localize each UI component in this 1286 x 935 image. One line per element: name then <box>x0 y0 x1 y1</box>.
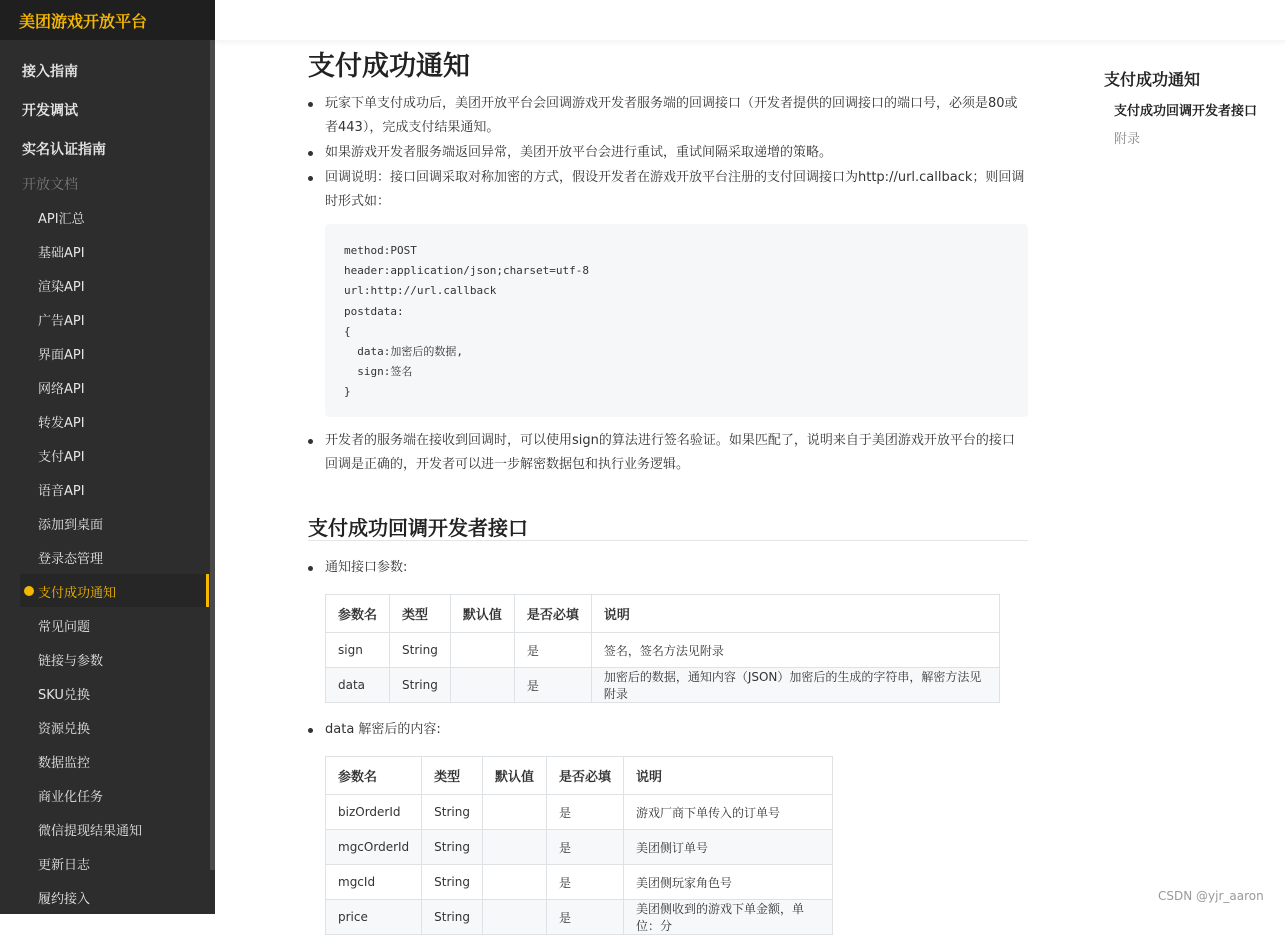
column-header: 是否必填 <box>514 595 591 633</box>
table-cell: String <box>390 633 451 668</box>
sidebar-item[interactable]: 数据监控 <box>38 756 91 771</box>
sidebar-item[interactable]: 支付成功通知 <box>38 586 117 601</box>
table-cell: 美团侧订单号 <box>623 830 832 865</box>
toc-item-callback[interactable]: 支付成功回调开发者接口 <box>1114 104 1258 119</box>
table-cell: mgcOrderId <box>326 830 422 865</box>
list-item <box>325 166 1025 214</box>
table-row <box>326 795 833 830</box>
code-line: sign:签名 <box>344 365 413 379</box>
list-item <box>325 718 1025 742</box>
sidebar-item[interactable]: 添加到桌面 <box>38 518 104 533</box>
brand-logo[interactable]: 美团游戏开放平台 <box>0 0 215 40</box>
sidebar-item[interactable]: SKU兑换 <box>38 688 90 703</box>
sidebar-item[interactable]: 接入指南 <box>22 64 78 80</box>
active-dot-icon <box>24 586 34 596</box>
table-header-row <box>326 757 833 795</box>
table-cell <box>482 900 546 935</box>
column-header: 参数名 <box>326 595 390 633</box>
watermark: CSDN @yjr_aaron <box>1158 889 1264 903</box>
toc-title[interactable]: 支付成功通知 <box>1104 70 1201 89</box>
code-line: postdata: <box>344 304 404 318</box>
table-row <box>326 900 833 935</box>
code-block <box>325 224 1028 417</box>
sidebar-item[interactable]: 界面API <box>38 348 85 363</box>
bullet-dot <box>308 439 313 444</box>
sidebar-item[interactable]: 网络API <box>38 382 85 397</box>
page-title: 支付成功通知 <box>308 51 470 82</box>
table-cell <box>450 668 514 703</box>
bullet-dot <box>308 176 313 181</box>
sidebar-item[interactable]: 基础API <box>38 246 85 261</box>
list-item-text: 开发者的服务端在接收到回调时，可以使用sign的算法进行签名验证。如果匹配了，说明来自于美团游戏开放平台的接口回调是正确的，开发者可以进一步解密数据包和执行业务逻辑。 <box>325 433 1015 472</box>
toc-item-appendix[interactable]: 附录 <box>1114 132 1141 147</box>
sidebar-item[interactable]: 实名认证指南 <box>22 142 106 158</box>
column-header: 默认值 <box>482 757 546 795</box>
bullet-dot <box>308 566 313 571</box>
table-cell: bizOrderId <box>326 795 422 830</box>
table-cell <box>450 633 514 668</box>
table-cell: 是 <box>514 668 591 703</box>
params-table <box>325 594 1000 703</box>
code-line: header:application/json;charset=utf-8 <box>344 264 590 278</box>
sidebar-item[interactable]: 开发调试 <box>22 103 78 119</box>
list-item-text: data 解密后的内容: <box>325 722 441 737</box>
code-line: method:POST <box>344 244 417 257</box>
sidebar-item[interactable]: 转发API <box>38 416 85 431</box>
list-item <box>325 429 1025 477</box>
table-cell: 是 <box>546 865 623 900</box>
list-item-text: 回调说明：接口回调采取对称加密的方式，假设开发者在游戏开放平台注册的支付回调接口为http://url.callback；则回调时形式如： <box>325 170 1025 209</box>
sidebar-item[interactable]: 登录态管理 <box>38 552 104 567</box>
column-header: 默认值 <box>450 595 514 633</box>
bullet-dot <box>308 102 313 107</box>
table-cell: mgcId <box>326 865 422 900</box>
table-header-row <box>326 595 1000 633</box>
table-cell: data <box>326 668 390 703</box>
sidebar-item[interactable]: 资源兑换 <box>38 722 91 737</box>
column-header: 说明 <box>591 595 999 633</box>
column-header: 说明 <box>623 757 832 795</box>
table-cell: String <box>422 830 483 865</box>
list-item-text: 通知接口参数: <box>325 560 408 575</box>
sidebar-group-label: 开放文档 <box>22 177 78 193</box>
section-heading: 支付成功回调开发者接口 <box>308 516 528 540</box>
code-line: } <box>344 385 351 399</box>
top-bar <box>215 0 1286 40</box>
table-cell: 是 <box>546 900 623 935</box>
bullet-dot <box>308 728 313 733</box>
table-row <box>326 633 1000 668</box>
table-row <box>326 668 1000 703</box>
table-cell: 美团侧收到的游戏下单金额，单位：分 <box>623 900 832 935</box>
table-cell: String <box>422 795 483 830</box>
sidebar-item[interactable]: 链接与参数 <box>38 654 104 669</box>
code-line: url:http://url.callback <box>344 284 497 298</box>
sidebar-item[interactable]: 语音API <box>38 484 85 499</box>
sidebar-scrollbar[interactable] <box>210 40 215 870</box>
table-cell: 是 <box>514 633 591 668</box>
table-cell: 是 <box>546 830 623 865</box>
code-line: data:加密后的数据, <box>344 345 463 359</box>
column-header: 类型 <box>390 595 451 633</box>
table-cell <box>482 865 546 900</box>
table-cell <box>482 830 546 865</box>
list-item <box>325 556 1025 580</box>
sidebar <box>0 0 215 914</box>
sidebar-item[interactable]: 商业化任务 <box>38 790 104 805</box>
section-divider <box>308 540 1028 541</box>
table-cell: String <box>422 900 483 935</box>
table-cell: 游戏厂商下单传入的订单号 <box>623 795 832 830</box>
sidebar-item[interactable]: 支付API <box>38 450 85 465</box>
table-cell: 签名，签名方法见附录 <box>591 633 999 668</box>
table-cell: 是 <box>546 795 623 830</box>
sidebar-item[interactable]: 常见问题 <box>38 620 91 635</box>
list-item <box>325 92 1025 140</box>
active-item-bar <box>206 574 209 607</box>
list-item <box>325 141 1025 165</box>
column-header: 参数名 <box>326 757 422 795</box>
code-line: { <box>344 324 351 338</box>
list-item-text: 如果游戏开发者服务端返回异常，美团开放平台会进行重试，重试间隔采取递增的策略。 <box>325 145 833 160</box>
sidebar-item[interactable]: 履约接入 <box>38 892 91 907</box>
sidebar-item[interactable]: API汇总 <box>38 212 85 227</box>
data-table <box>325 756 833 935</box>
table-cell: String <box>390 668 451 703</box>
table-cell <box>482 795 546 830</box>
table-cell: price <box>326 900 422 935</box>
sidebar-item[interactable]: 微信提现结果通知 <box>38 824 143 839</box>
sidebar-item[interactable]: 渲染API <box>38 280 85 295</box>
column-header: 是否必填 <box>546 757 623 795</box>
bullet-dot <box>308 151 313 156</box>
table-cell: String <box>422 865 483 900</box>
list-item-text: 玩家下单支付成功后，美团开放平台会回调游戏开发者服务端的回调接口（开发者提供的回调接口的端口号，必须是80或者443），完成支付结果通知。 <box>325 96 1018 135</box>
column-header: 类型 <box>422 757 483 795</box>
table-row <box>326 865 833 900</box>
table-row <box>326 830 833 865</box>
table-cell: sign <box>326 633 390 668</box>
sidebar-item[interactable]: 更新日志 <box>38 858 91 873</box>
table-cell: 加密后的数据，通知内容（JSON）加密后的生成的字符串，解密方法见附录 <box>591 668 999 703</box>
table-cell: 美团侧玩家角色号 <box>623 865 832 900</box>
sidebar-item[interactable]: 广告API <box>38 314 85 329</box>
